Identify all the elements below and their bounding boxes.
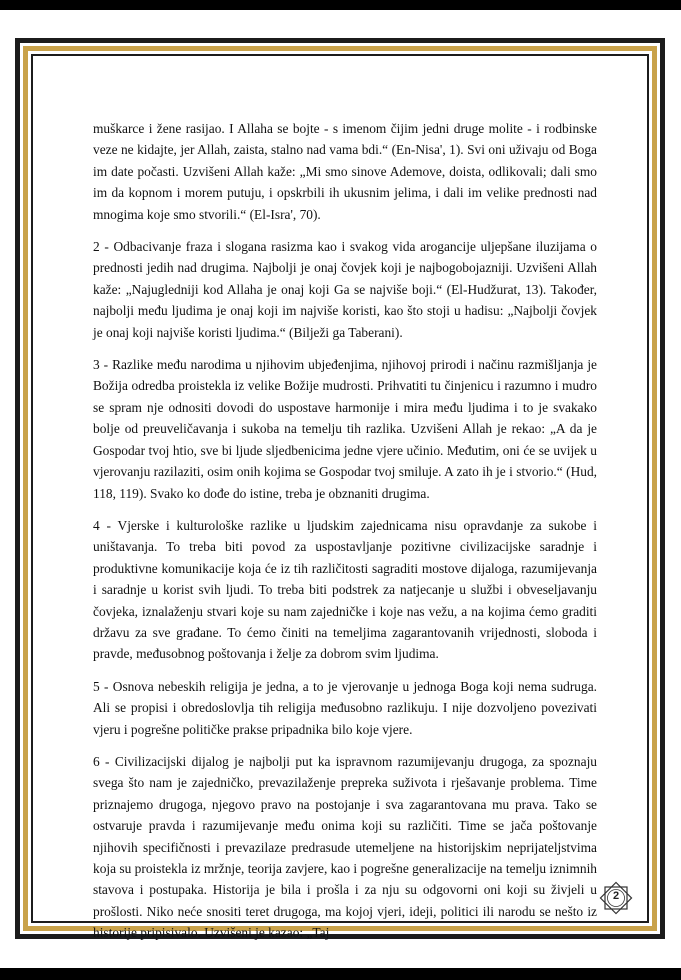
paragraph-point-2: 2 - Odbacivanje fraza i slogana rasizma kao i svakog vida arogancije uljepšane iluzijama o prednosti jedih nad drugima. Najbolji je onaj čovjek koji je najbogobojazniji. Uzvišeni Allah kaže: „Najugledniji kod Allaha je onaj koji Ga se najviše boji.“ (El-Hudžurat, 13). Također, najbolji među ljudima je onaj koji im najviše koristi, kao što stoji u hadisu: „Najbolji čovjek je onaj koji najviše koristi ljudima.“ (Bilježi ga Taberani). <box>93 239 597 340</box>
paragraph-point-6: 6 - Civilizacijski dijalog je najbolji put ka ispravnom razumijevanju drugoga, za spoznaju svega što nam je zajedničko, prevazilaženje prepreka suživota i rješavanje problema. Time priznajemo drugoga, njegovo pravo na postojanje i sva zagarantovana mu prava. Tako se ostvaruje pravda i razumijevanje među onima koji su različiti. Time se jača poštovanje njihovih specifičnosti i prevazilaze predrasude utemeljene na historijskim neprijateljstvima koja su proistekla iz mržnje, teorija zavjere, kao i pogrešne generalizacije na temelju iznimnih stavova i postupaka. Historija je bila i prošla i za nju su odgovorni oni koji su živjeli u prošlosti. Niko neće snositi teret drugoga, ma kojoj vjeri, ideji, politici ili narodu se nešto iz historije pripisivalo. Uzvišeni je kazao: „Taj <box>93 753 597 941</box>
paragraph-point-5: 5 - Osnova nebeskih religija je jedna, a to je vjerovanje u jednoga Boga koji nema sudruga. Ali se propisi i obredoslovlja tih religija međusobno razlikuju. I nije dozvoljeno povezivati vjeru i pogrešne političke prakse pripadnika bilo koje vjere. <box>93 678 597 737</box>
paragraph-point-3: 3 - Razlike među narodima u njihovim ubjeđenjima, njihovoj prirodi i načinu razmišljanja je Božija odredba proistekla iz velike Božije mudrosti. Prihvatiti tu činjenicu i razumno i mudro se spram nje odnositi dovodi do uspostave harmonije i mira među ljudima i to je svakako bolje od preuveličavanja i sukoba na temelju tih razlika. Uzvišeni Allah je rekao: „A da je Gospodar tvoj htio, sve bi ljude sljedbenicima jedne vjere učinio. Međutim, oni će se uvijek u vjerovanju razilaziti, osim onih kojima se Gospodar tvoj smiluje. A zato ih je i stvorio.“ (Hud, 118, 119). Svako ko dođe do istine, treba je obznaniti drugima. <box>93 357 597 501</box>
top-border-bar <box>0 0 681 10</box>
page-number: 2 <box>612 890 620 902</box>
paragraph-point-4: 4 - Vjerske i kulturološke razlike u ljudskim zajednicama nisu opravdanje za sukobe i uništavanja. To treba biti povod za uspostavljanje pozitivne civilizacijske saradnje i produktivne komunikacije koja će iz tih različitosti sagraditi mostove dijaloga, razumijevanja i saradnje u korist svih ljudi. To treba biti podstrek za natjecanje u službi i obveseljavanju čovjeka, iznalaženju stvari koje su nam zajedničke i koje nas vežu, a na kojima ćemo graditi državu za sve građane. To ćemo činiti na temeljima zagarantovanih vrijednosti, sloboda i pravde, međusobnog poštovanja i želje za dobrom svim ljudima. <box>93 517 597 662</box>
page-body-text <box>93 118 597 955</box>
page-number-badge <box>598 880 634 916</box>
paragraph-continuation: muškarce i žene rasijao. I Allaha se bojte - s imenom čijim jedni druge molite - i rodbinske veze ne kidajte, jer Allah, zaista, stalno nad vama bdi.“ (En-Nisa', 1). Svi oni uživaju od Boga im date počasti. Uzvišeni Allah kaže: „Mi smo sinove Ademove, doista, odlikovali; dali smo im da kopnom i morem putuju, i opskrbili ih ukusnim jelima, i dali im velike prednosti nad mnogima koje smo stvorili.“ (El-Isra', 70). <box>93 121 597 222</box>
bottom-border-bar <box>0 968 681 980</box>
